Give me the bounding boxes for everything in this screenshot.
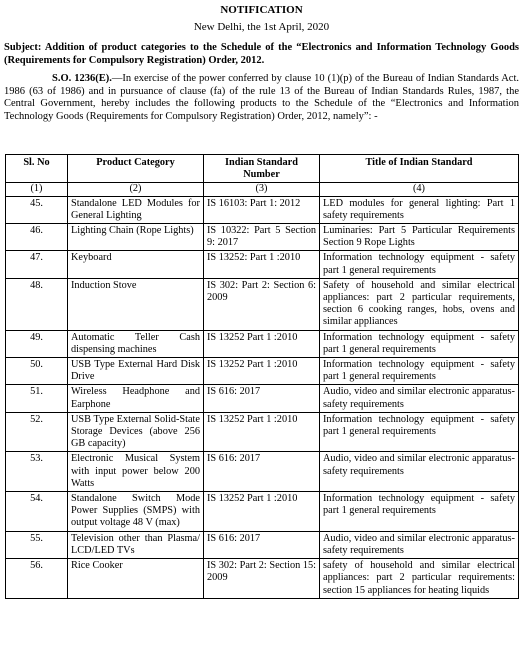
- row-standard-title: Information technology equipment - safety part 1 general requirements: [320, 251, 519, 278]
- row-sl-no: 45.: [6, 196, 68, 223]
- table-row: [6, 412, 519, 452]
- row-sl-no: 50.: [6, 358, 68, 385]
- row-standard-title: safety of household and similar electrical appliances: part 2 particular requirements: section 15 appliances for heating liquids: [320, 559, 519, 599]
- table-row: [6, 224, 519, 251]
- row-standard-number: IS 616: 2017: [204, 385, 320, 412]
- notification-title: NOTIFICATION: [220, 4, 303, 16]
- row-sl-no: 51.: [6, 385, 68, 412]
- row-product-category: Rice Cooker: [68, 559, 204, 599]
- order-text: —In exercise of the power conferred by clause 10 (1)(p) of the Bureau of Indian Standards Act. 1986 (63 of 1986) and in pursuance of clause (fa) of the rule 13 of the Bureau of Indian Standards Rules, 1987, the Central Government, hereby includes the following products to the Schedule of the “Electronics and Information Technology Goods (Requirements for Compulsory Registration) Order, 2012, namely”: -: [4, 73, 519, 122]
- column-number: (4): [320, 183, 519, 196]
- table-row: [6, 452, 519, 492]
- row-sl-no: 54.: [6, 492, 68, 532]
- table-row: [6, 330, 519, 357]
- row-standard-title: Information technology equipment - safety part 1 general requirements: [320, 358, 519, 385]
- row-sl-no: 49.: [6, 330, 68, 357]
- row-product-category: Electronic Musical System with input power below 200 Watts: [68, 452, 204, 492]
- row-standard-title: Audio, video and similar electronic apparatus-safety requirements: [320, 452, 519, 492]
- header-sl-no: Sl. No: [6, 155, 68, 183]
- row-standard-number: IS 13252 Part 1 :2010: [204, 330, 320, 357]
- row-standard-title: Information technology equipment - safety part 1 general requirements: [320, 492, 519, 532]
- row-sl-no: 56.: [6, 559, 68, 599]
- row-standard-number: IS 10322: Part 5 Section 9: 2017: [204, 224, 320, 251]
- row-standard-title: Safety of household and similar electrical appliances: part 2 particular requirements, section 6 cooking ranges, hobs, ovens and similar appliances: [320, 278, 519, 330]
- table-header-row: [6, 155, 519, 183]
- row-product-category: USB Type External Solid-State Storage Devices (above 256 GB capacity): [68, 412, 204, 452]
- row-standard-number: IS 616: 2017: [204, 531, 320, 558]
- column-number: (3): [204, 183, 320, 196]
- row-standard-title: Audio, video and similar electronic apparatus-safety requirements: [320, 531, 519, 558]
- subject-line: Subject: Addition of product categories to the Schedule of the “Electronics and Information Technology Goods (Requirements for Compulsory Registration) Order, 2012.: [4, 42, 519, 66]
- schedule-table: [5, 154, 519, 599]
- header-standard-title: Title of Indian Standard: [320, 155, 519, 183]
- row-standard-title: Information technology equipment - safety part 1 general requirements: [320, 412, 519, 452]
- row-product-category: Standalone Switch Mode Power Supplies (SMPS) with output voltage 48 V (max): [68, 492, 204, 532]
- order-reference: S.O. 1236(E).: [52, 73, 112, 85]
- table-row: [6, 559, 519, 599]
- column-number: (1): [6, 183, 68, 196]
- row-standard-number: IS 13252 Part 1 :2010: [204, 492, 320, 532]
- column-number-row: [6, 183, 519, 196]
- table-row: [6, 385, 519, 412]
- row-standard-title: Audio, video and similar electronic apparatus-safety requirements: [320, 385, 519, 412]
- table-row: [6, 531, 519, 558]
- row-standard-number: IS 13252 Part 1 :2010: [204, 412, 320, 452]
- row-standard-number: IS 13252: Part 1 :2010: [204, 251, 320, 278]
- row-product-category: Induction Stove: [68, 278, 204, 330]
- row-sl-no: 47.: [6, 251, 68, 278]
- row-standard-number: IS 302: Part 2: Section 15: 2009: [204, 559, 320, 599]
- order-paragraph: [0, 73, 523, 123]
- row-standard-title: Luminaries: Part 5 Particular Requirements Section 9 Rope Lights: [320, 224, 519, 251]
- row-product-category: Television other than Plasma/ LCD/LED TVs: [68, 531, 204, 558]
- row-sl-no: 46.: [6, 224, 68, 251]
- row-product-category: Lighting Chain (Rope Lights): [68, 224, 204, 251]
- row-sl-no: 55.: [6, 531, 68, 558]
- row-standard-number: IS 13252 Part 1 :2010: [204, 358, 320, 385]
- row-product-category: Standalone LED Modules for General Lighting: [68, 196, 204, 223]
- table-row: [6, 492, 519, 532]
- row-sl-no: 52.: [6, 412, 68, 452]
- row-product-category: Automatic Teller Cash dispensing machines: [68, 330, 204, 357]
- table-row: [6, 278, 519, 330]
- row-standard-title: Information technology equipment - safety part 1 general requirements: [320, 330, 519, 357]
- table-row: [6, 196, 519, 223]
- row-standard-title: LED modules for general lighting: Part 1 safety requirements: [320, 196, 519, 223]
- column-number: (2): [68, 183, 204, 196]
- row-standard-number: IS 16103: Part 1: 2012: [204, 196, 320, 223]
- row-standard-number: IS 302: Part 2: Section 6: 2009: [204, 278, 320, 330]
- row-sl-no: 48.: [6, 278, 68, 330]
- table-row: [6, 251, 519, 278]
- row-standard-number: IS 616: 2017: [204, 452, 320, 492]
- row-product-category: USB Type External Hard Disk Drive: [68, 358, 204, 385]
- row-sl-no: 53.: [6, 452, 68, 492]
- header-standard-number: Indian Standard Number: [204, 155, 320, 183]
- header-product-category: Product Category: [68, 155, 204, 183]
- table-row: [6, 358, 519, 385]
- row-product-category: Keyboard: [68, 251, 204, 278]
- row-product-category: Wireless Headphone and Earphone: [68, 385, 204, 412]
- notification-date: New Delhi, the 1st April, 2020: [193, 21, 330, 33]
